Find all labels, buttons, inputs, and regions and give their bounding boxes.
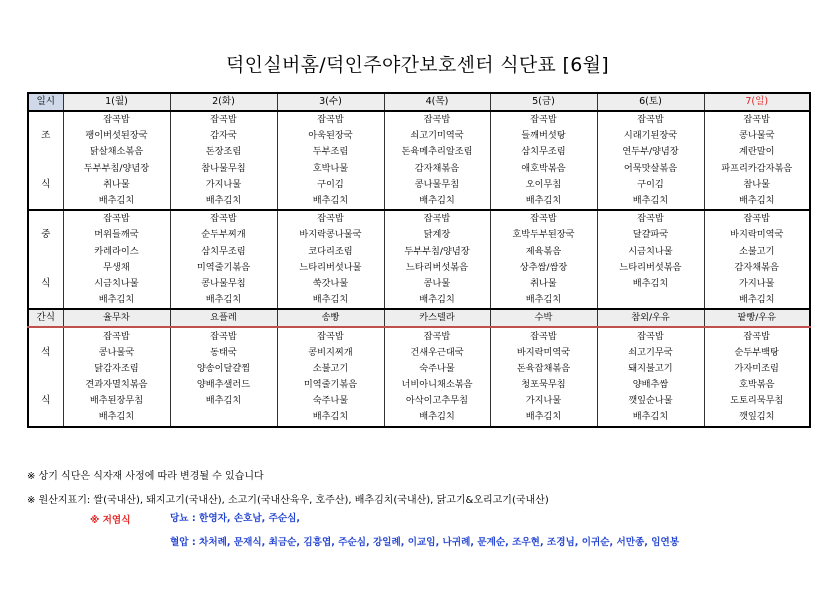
menu-item: 연두부/양념장: [597, 144, 704, 160]
menu-item: 배추김치: [384, 193, 490, 210]
menu-item: 카레라이스: [63, 244, 170, 260]
menu-item: 아욱된장국: [277, 128, 384, 144]
menu-item: 양배추샐러드: [170, 377, 277, 393]
menu-item: 콩비지찌개: [277, 345, 384, 361]
menu-item: 호박나물: [277, 161, 384, 177]
table-row: [28, 244, 810, 260]
menu-item: 애호박볶음: [490, 161, 597, 177]
table-row: [28, 111, 810, 128]
menu-item: 삼치무조림: [170, 244, 277, 260]
table-row: [28, 409, 810, 426]
menu-item: 잡곡밥: [170, 327, 277, 344]
lunch-label-cell: [28, 244, 63, 260]
menu-item: 잡곡밥: [597, 210, 704, 227]
menu-item: 가지나물: [170, 177, 277, 193]
menu-item: 달걀파국: [597, 227, 704, 243]
breakfast-label-cell: [28, 193, 63, 210]
menu-item: 잡곡밥: [704, 210, 810, 227]
menu-item: 잡곡밥: [63, 327, 170, 344]
menu-item: 두부부침/양념장: [63, 161, 170, 177]
snack-item: 요플레: [170, 309, 277, 327]
snack-label: 간식: [28, 309, 63, 327]
menu-item: 순두부찌개: [170, 227, 277, 243]
menu-item: 소불고기: [704, 244, 810, 260]
menu-item: 콩나물무침: [170, 276, 277, 292]
notes: [27, 470, 549, 518]
table-row: [28, 161, 810, 177]
menu-item: 미역줄기볶음: [170, 260, 277, 276]
menu-item: 잡곡밥: [277, 210, 384, 227]
menu-item: 잡곡밥: [597, 327, 704, 344]
menu-item: 어묵맛살볶음: [597, 161, 704, 177]
breakfast-label-cell: [28, 144, 63, 160]
dinner-label-cell: [28, 327, 63, 344]
menu-item: 계란말이: [704, 144, 810, 160]
menu-item: [170, 409, 277, 426]
menu-item: 배추김치: [704, 292, 810, 309]
table-row: [28, 128, 810, 144]
menu-item: 배추김치: [277, 193, 384, 210]
menu-item: 시금치나물: [63, 276, 170, 292]
menu-item: 잡곡밥: [384, 111, 490, 128]
menu-item: 오이무침: [490, 177, 597, 193]
menu-item: 잡곡밥: [490, 327, 597, 344]
hypertension-list: 혈압 : 차처례, 문재식, 최금순, 김흥엽, 주순심, 강일례, 이교임, 나귀례, 문계순, 조우현, 조경님, 이귀순, 서만종, 임연봉: [170, 537, 680, 548]
menu-item: 취나물: [63, 177, 170, 193]
menu-item: 잡곡밥: [170, 210, 277, 227]
dinner-label-cell: [28, 377, 63, 393]
menu-item: 배추김치: [490, 292, 597, 309]
dinner-label-cell: 식: [28, 393, 63, 409]
menu-item: 도토리묵무침: [704, 393, 810, 409]
menu-item: 배추김치: [63, 193, 170, 210]
menu-item: 깻잎김치: [704, 409, 810, 426]
menu-item: 배추김치: [490, 409, 597, 426]
menu-item: 느타리버섯나물: [277, 260, 384, 276]
menu-item: 닭감자조림: [63, 361, 170, 377]
menu-item: 콩나물: [384, 276, 490, 292]
menu-item: 미역줄기볶음: [277, 377, 384, 393]
menu-item: 돼지불고기: [597, 361, 704, 377]
note-origin: ※ 원산지표기: 쌀(국내산), 돼지고기(국내산), 소고기(국내산육우, 호주산), 배추김치(국내산), 닭고기&오리고기(국내산): [27, 495, 549, 506]
menu-item: 배추된장무침: [63, 393, 170, 409]
menu-item: 숙주나물: [277, 393, 384, 409]
menu-item: [597, 292, 704, 309]
lunch-label-cell: [28, 292, 63, 309]
menu-item: 너비아니채소볶음: [384, 377, 490, 393]
menu-item: 배추김치: [63, 409, 170, 426]
day-header: 6(토): [597, 93, 704, 111]
menu-item: 잡곡밥: [704, 111, 810, 128]
menu-item: 감자국: [170, 128, 277, 144]
menu-item: 취나물: [490, 276, 597, 292]
menu-item: 숙주나물: [384, 361, 490, 377]
low-salt-list: [170, 512, 679, 560]
menu-item: 잡곡밥: [277, 327, 384, 344]
menu-item: 파프리카감자볶음: [704, 161, 810, 177]
menu-item: 콩나물국: [704, 128, 810, 144]
menu-item: 깻잎순나물: [597, 393, 704, 409]
menu-item: 감자채볶음: [384, 161, 490, 177]
menu-item: 배추김치: [490, 193, 597, 210]
menu-item: 바지락미역국: [490, 345, 597, 361]
menu-item: 상추쌈/쌈장: [490, 260, 597, 276]
day-header: 4(목): [384, 93, 490, 111]
menu-item: 콩나물무침: [384, 177, 490, 193]
day-header: 1(월): [63, 93, 170, 111]
menu-item: 배추김치: [384, 292, 490, 309]
header-row: [28, 93, 810, 111]
lunch-label-cell: [28, 260, 63, 276]
day-header: 3(수): [277, 93, 384, 111]
dinner-label-cell: [28, 409, 63, 426]
table-row: [28, 144, 810, 160]
menu-item: 시금치나물: [597, 244, 704, 260]
menu-item: 머위들깨국: [63, 227, 170, 243]
menu-item: 호박볶음: [704, 377, 810, 393]
table-row: [28, 276, 810, 292]
menu-item: 가지나물: [490, 393, 597, 409]
table-row: [28, 227, 810, 243]
day-header-sunday: 7(일): [704, 93, 810, 111]
menu-item: 두부조림: [277, 144, 384, 160]
menu-item: 무생채: [63, 260, 170, 276]
table-row: [28, 193, 810, 210]
menu-item: 닭살채소볶음: [63, 144, 170, 160]
menu-item: 잡곡밥: [63, 111, 170, 128]
menu-item: 느타리버섯볶음: [597, 260, 704, 276]
menu-item: 소불고기: [277, 361, 384, 377]
menu-item: 양배추쌈: [597, 377, 704, 393]
menu-item: 배추김치: [597, 276, 704, 292]
menu-item: 잡곡밥: [704, 327, 810, 344]
menu-item: 배추김치: [63, 292, 170, 309]
menu-item: 구이김: [597, 177, 704, 193]
snack-row: [28, 309, 810, 327]
menu-item: 잡곡밥: [490, 210, 597, 227]
menu-item: 두부부침/양념장: [384, 244, 490, 260]
table-row: [28, 361, 810, 377]
menu-item: 잡곡밥: [384, 327, 490, 344]
table-row: [28, 260, 810, 276]
table-row: [28, 210, 810, 227]
menu-item: 배추김치: [384, 409, 490, 426]
breakfast-label-cell: [28, 111, 63, 128]
table-row: [28, 177, 810, 193]
day-header: 2(화): [170, 93, 277, 111]
table-row: [28, 292, 810, 309]
menu-item: 돈장조림: [170, 144, 277, 160]
menu-item: 코다리조림: [277, 244, 384, 260]
menu-item: 배추김치: [597, 409, 704, 426]
snack-item: 송빵: [277, 309, 384, 327]
lunch-label-cell: 중: [28, 227, 63, 243]
menu-item: 잡곡밥: [597, 111, 704, 128]
dinner-label-cell: 석: [28, 345, 63, 361]
dinner-label-cell: [28, 361, 63, 377]
menu-item: 순두부백탕: [704, 345, 810, 361]
meal-plan-table: [27, 92, 811, 428]
menu-item: 들깨버섯탕: [490, 128, 597, 144]
menu-item: 배추김치: [597, 193, 704, 210]
menu-item: 배추김치: [170, 292, 277, 309]
table-row: [28, 377, 810, 393]
meal-plan-body: [28, 93, 810, 427]
menu-item: 구이김: [277, 177, 384, 193]
lunch-label-cell: [28, 210, 63, 227]
menu-item: 잡곡밥: [170, 111, 277, 128]
header-label: 일시: [28, 93, 63, 111]
menu-item: 견과자멸치볶음: [63, 377, 170, 393]
menu-item: 잡곡밥: [277, 111, 384, 128]
table-row: [28, 327, 810, 344]
menu-item: 느타리버섯볶음: [384, 260, 490, 276]
page-title: 덕인실버홈/덕인주야간보호센터 식단표 [6월]: [226, 54, 609, 76]
menu-item: 돈육잡채볶음: [490, 361, 597, 377]
menu-item: 건새우근대국: [384, 345, 490, 361]
breakfast-label-cell: 조: [28, 128, 63, 144]
menu-item: 호박두부된장국: [490, 227, 597, 243]
menu-item: 바지락콩나물국: [277, 227, 384, 243]
menu-item: 배추김치: [170, 193, 277, 210]
menu-item: 닭계장: [384, 227, 490, 243]
menu-item: 제육볶음: [490, 244, 597, 260]
menu-item: 가자미조림: [704, 361, 810, 377]
menu-item: 배추김치: [704, 193, 810, 210]
menu-item: 쇠고기미역국: [384, 128, 490, 144]
menu-item: 바지락미역국: [704, 227, 810, 243]
menu-item: 잡곡밥: [384, 210, 490, 227]
snack-item: 율무차: [63, 309, 170, 327]
note-change-notice: ※ 상기 식단은 식자재 사정에 따라 변경될 수 있습니다: [27, 471, 264, 482]
menu-item: 팽이버섯된장국: [63, 128, 170, 144]
lunch-label-cell: 식: [28, 276, 63, 292]
menu-item: 아삭이고추무침: [384, 393, 490, 409]
snack-item: 팥빵/우유: [704, 309, 810, 327]
table-row: [28, 345, 810, 361]
table-row: [28, 393, 810, 409]
menu-item: 참나물: [704, 177, 810, 193]
diabetes-list: 당뇨 : 한영자, 손호남, 주순심,: [170, 513, 301, 524]
menu-item: 쇠고기무국: [597, 345, 704, 361]
breakfast-label-cell: 식: [28, 177, 63, 193]
menu-item: 동태국: [170, 345, 277, 361]
menu-item: 돈육메추리알조림: [384, 144, 490, 160]
menu-item: 배추김치: [277, 292, 384, 309]
menu-item: 삼치무조림: [490, 144, 597, 160]
snack-item: 수박: [490, 309, 597, 327]
menu-item: 감자채볶음: [704, 260, 810, 276]
snack-item: 참외/우유: [597, 309, 704, 327]
menu-item: 청포묵무침: [490, 377, 597, 393]
low-salt-label: ※ 저염식: [90, 515, 131, 526]
menu-item: 참나물무침: [170, 161, 277, 177]
menu-item: 가지나물: [704, 276, 810, 292]
day-header: 5(금): [490, 93, 597, 111]
menu-item: 시래기된장국: [597, 128, 704, 144]
menu-item: 배추김치: [170, 393, 277, 409]
menu-item: 양송이달걀찜: [170, 361, 277, 377]
snack-item: 카스텔라: [384, 309, 490, 327]
menu-item: 잡곡밥: [490, 111, 597, 128]
menu-item: 쑥갓나물: [277, 276, 384, 292]
menu-item: 배추김치: [277, 409, 384, 426]
menu-item: 콩나물국: [63, 345, 170, 361]
menu-item: 잡곡밥: [63, 210, 170, 227]
breakfast-label-cell: [28, 161, 63, 177]
